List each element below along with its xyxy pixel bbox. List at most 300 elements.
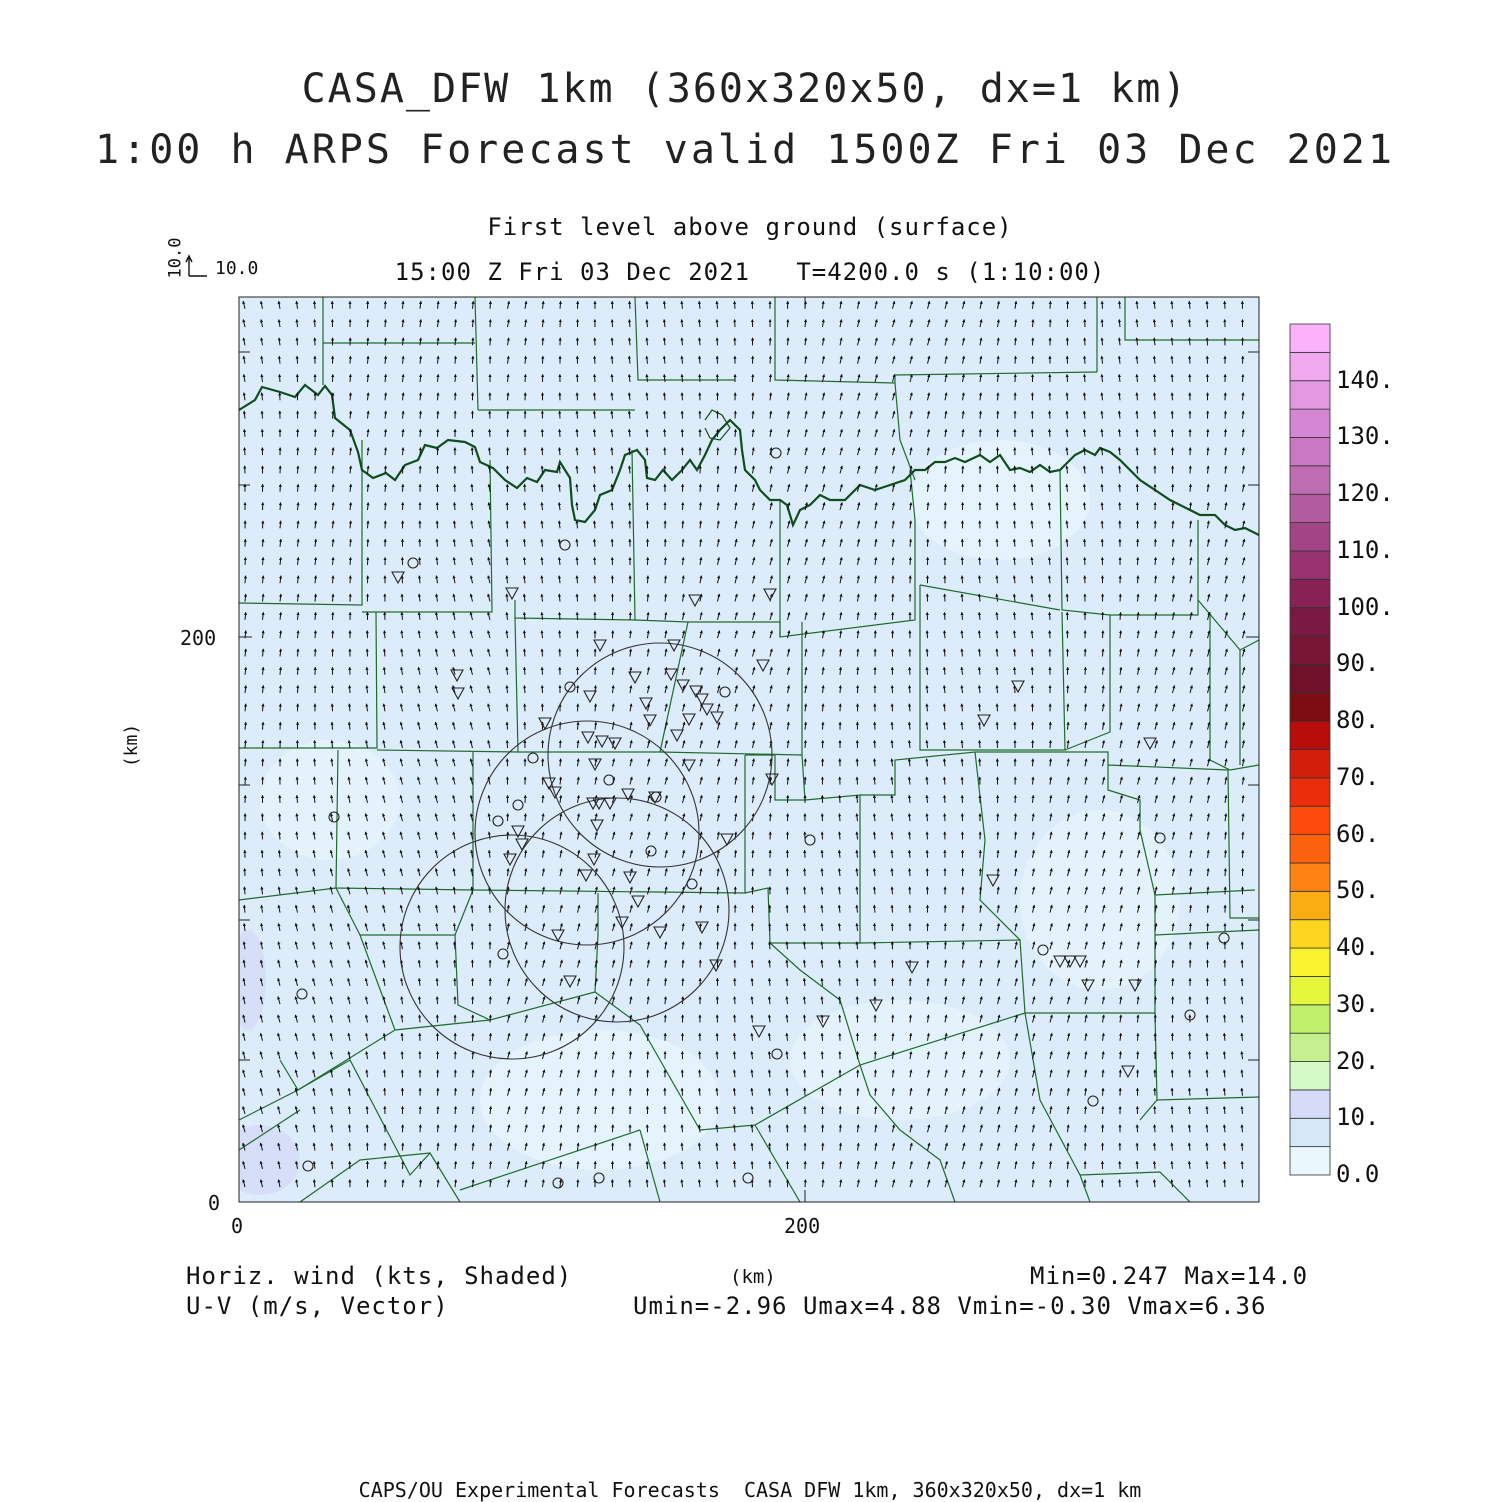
wind-vector — [963, 448, 964, 456]
wind-vector — [315, 448, 316, 456]
wind-vector — [664, 411, 665, 419]
wind-vector — [314, 759, 315, 767]
wind-vector — [629, 301, 630, 309]
wind-vector — [577, 594, 578, 602]
wind-vector — [612, 521, 613, 529]
wind-vector — [315, 631, 316, 639]
wind-vector — [1242, 1161, 1243, 1169]
wind-vector — [385, 503, 386, 511]
wind-vector — [682, 1125, 683, 1133]
wind-vector — [472, 923, 473, 931]
wind-vector — [1208, 448, 1209, 456]
wind-vector — [455, 356, 456, 364]
wind-vector — [718, 905, 719, 913]
wind-vector — [263, 557, 264, 565]
wind-vector — [420, 1161, 421, 1169]
colorbar-swatch — [1290, 721, 1330, 749]
wind-vector — [524, 667, 525, 675]
wind-vector — [577, 393, 578, 401]
wind-vector — [804, 869, 805, 877]
wind-vector — [297, 338, 298, 346]
colorbar-swatch — [1290, 976, 1330, 1004]
wind-vector — [1137, 429, 1138, 437]
wind-vector — [718, 466, 719, 474]
y-tick-200: 200 — [180, 626, 216, 650]
colorbar-swatch — [1290, 437, 1330, 465]
wind-vector — [263, 704, 264, 712]
wind-vector — [472, 466, 473, 474]
chart-title-line1: CASA_DFW 1km (360x320x50, dx=1 km) — [0, 66, 1490, 112]
wind-vector — [944, 631, 945, 639]
wind-vector — [594, 374, 595, 382]
uv-min-max: Umin=-2.96 Umax=4.88 Vmin=-0.30 Vmax=6.36 — [633, 1292, 1266, 1320]
wind-vector — [1173, 521, 1174, 529]
wind-vector — [682, 393, 683, 401]
wind-vector — [648, 594, 649, 602]
wind-vector — [944, 795, 945, 803]
wind-vector — [962, 759, 963, 767]
colorbar-swatch — [1290, 579, 1330, 607]
wind-vector — [438, 411, 439, 419]
shaded-field-description: Horiz. wind (kts, Shaded) — [186, 1262, 572, 1290]
wind-vector — [1067, 557, 1068, 565]
wind-vector — [349, 1143, 350, 1151]
wind-vector — [420, 1143, 421, 1151]
wind-vector — [402, 594, 403, 602]
wind-vector — [1154, 393, 1155, 401]
wind-vector — [1224, 1015, 1225, 1023]
wind-vector — [402, 1033, 403, 1041]
wind-vector — [1067, 393, 1068, 401]
wind-vector — [1137, 448, 1138, 456]
colorbar-label: 0.0 — [1336, 1160, 1379, 1188]
wind-vector — [910, 539, 911, 547]
colorbar-swatch — [1290, 1118, 1330, 1146]
colorbar-swatch — [1290, 891, 1330, 919]
wind-vector — [262, 850, 263, 858]
wind-vector — [647, 466, 648, 474]
wind-vector — [1102, 503, 1103, 511]
wind-vector — [997, 686, 998, 694]
wind-vector — [630, 612, 631, 620]
wind-vector — [699, 1088, 700, 1096]
wind-vector — [769, 1106, 770, 1114]
wind-vector — [664, 1143, 665, 1151]
wind-vector — [629, 503, 630, 511]
wind-vector — [1189, 356, 1190, 364]
wind-vector — [928, 521, 929, 529]
colorbar-swatch — [1290, 778, 1330, 806]
wind-vector — [683, 521, 684, 529]
wind-vector — [490, 1180, 491, 1188]
wind-vector — [909, 686, 910, 694]
wind-vector — [1014, 484, 1015, 492]
wind-vector — [857, 777, 858, 785]
wind-vector — [1067, 576, 1068, 584]
wind-vector — [823, 704, 824, 712]
vector-key-vertical-label: 10.0 — [165, 238, 185, 279]
wind-vector — [665, 557, 666, 565]
wind-vector — [524, 521, 525, 529]
wind-vector — [769, 960, 770, 968]
wind-vector — [997, 704, 998, 712]
wind-vector — [1138, 1033, 1139, 1041]
x-axis-label: (km) — [730, 1266, 776, 1288]
wind-vector — [473, 1033, 474, 1041]
wind-vector — [245, 576, 246, 584]
wind-vector — [700, 484, 701, 492]
wind-vector — [279, 832, 280, 840]
wind-vector — [682, 374, 683, 382]
colorbar-swatch — [1290, 551, 1330, 579]
wind-vector — [1173, 503, 1174, 511]
wind-vector — [874, 942, 875, 950]
wind-vector — [507, 539, 508, 547]
wind-vector — [997, 539, 998, 547]
colorbar-label: 80. — [1336, 706, 1379, 734]
wind-vector — [892, 704, 893, 712]
wind-vector — [595, 1143, 596, 1151]
wind-vector — [612, 356, 613, 364]
wind-vector — [1172, 1088, 1173, 1096]
colorbar-swatch — [1290, 352, 1330, 380]
wind-vector — [699, 356, 700, 364]
wind-vector — [787, 1088, 788, 1096]
wind-vector — [559, 612, 560, 620]
wind-vector — [333, 411, 334, 419]
colorbar-label: 50. — [1336, 876, 1379, 904]
wind-vector — [769, 942, 770, 950]
wind-vector — [892, 905, 893, 913]
wind-vector — [1137, 1143, 1138, 1151]
wind-vector — [910, 997, 911, 1005]
wind-vector — [647, 448, 648, 456]
wind-vector — [1243, 393, 1244, 401]
wind-vector — [1207, 1015, 1208, 1023]
wind-vector — [367, 667, 368, 675]
wind-vector — [1033, 777, 1034, 785]
wind-vector — [403, 448, 404, 456]
wind-vector — [333, 594, 334, 602]
wind-vector — [298, 484, 299, 492]
wind-vector — [403, 466, 404, 474]
footer-credit: CAPS/OU Experimental Forecasts CASA DFW 1km, 360x320x50, dx=1 km — [0, 1478, 1500, 1502]
wind-vector — [1049, 429, 1050, 437]
colorbar-swatch — [1290, 494, 1330, 522]
wind-vector — [315, 612, 316, 620]
wind-vector — [594, 539, 595, 547]
wind-vector — [1050, 740, 1051, 748]
wind-vector — [1154, 1125, 1155, 1133]
wind-vector — [700, 942, 701, 950]
wind-vector — [839, 832, 840, 840]
wind-vector — [1224, 997, 1225, 1005]
colorbar-label: 100. — [1336, 593, 1394, 621]
wind-vector — [1155, 539, 1156, 547]
wind-vector — [1190, 484, 1191, 492]
wind-vector — [752, 978, 753, 986]
colorbar-swatch — [1290, 608, 1330, 636]
wind-vector — [1207, 301, 1208, 309]
wind-vector — [1190, 923, 1191, 931]
colorbar-swatch — [1290, 409, 1330, 437]
wind-vector — [419, 1015, 420, 1023]
wind-vector — [857, 960, 858, 968]
wind-vector — [857, 795, 858, 803]
colorbar-label: 40. — [1336, 933, 1379, 961]
wind-vector — [280, 686, 281, 694]
wind-vector — [787, 923, 788, 931]
wind-vector — [1189, 1052, 1190, 1060]
wind-vector — [822, 832, 823, 840]
wind-vector — [1032, 649, 1033, 657]
wind-vector — [454, 942, 455, 950]
wind-vector — [945, 942, 946, 950]
wind-vector — [332, 1180, 333, 1188]
wind-vector — [349, 686, 350, 694]
wind-vector — [594, 557, 595, 565]
wind-vector — [788, 320, 789, 328]
colorbar-swatch — [1290, 1005, 1330, 1033]
colorbar-swatch — [1290, 693, 1330, 721]
colorbar-label: 10. — [1336, 1103, 1379, 1131]
wind-vector — [682, 1106, 683, 1114]
wind-vector — [734, 301, 735, 309]
colorbar-label: 70. — [1336, 763, 1379, 791]
wind-vector — [875, 612, 876, 620]
colorbar-swatch — [1290, 948, 1330, 976]
wind-vector — [927, 832, 928, 840]
wind-vector — [473, 1052, 474, 1060]
wind-vector — [647, 1180, 648, 1188]
wind-vector — [559, 631, 560, 639]
wind-vector — [314, 301, 315, 309]
wind-vector — [822, 1033, 823, 1041]
wind-vector — [612, 338, 613, 346]
wind-vector — [1102, 320, 1103, 328]
wind-vector — [629, 484, 630, 492]
wind-vector — [630, 631, 631, 639]
wind-vector — [524, 686, 525, 694]
wind-vector — [1015, 795, 1016, 803]
wind-vector — [473, 338, 474, 346]
wind-vector — [717, 338, 718, 346]
colorbar-label: 90. — [1336, 649, 1379, 677]
wind-vector — [1032, 448, 1033, 456]
level-subtitle: First level above ground (surface) — [240, 213, 1260, 241]
wind-vector — [490, 1015, 491, 1023]
wind-vector — [594, 356, 595, 364]
wind-vector — [490, 1033, 491, 1041]
wind-vector — [858, 1088, 859, 1096]
wind-vector — [979, 539, 980, 547]
wind-vector — [630, 1070, 631, 1078]
wind-vector — [1138, 576, 1139, 584]
wind-vector — [699, 1070, 700, 1078]
wind-vector — [403, 1180, 404, 1188]
wind-vector — [822, 850, 823, 858]
wind-vector — [1119, 301, 1120, 309]
wind-vector — [1120, 612, 1121, 620]
wind-vector — [333, 429, 334, 437]
wind-vector — [1014, 667, 1015, 675]
wind-vector — [753, 393, 754, 401]
wind-vector — [664, 429, 665, 437]
wind-vector — [1085, 1125, 1086, 1133]
wind-vector — [1243, 374, 1244, 382]
wind-vector — [438, 1106, 439, 1114]
wind-vector — [244, 429, 245, 437]
wind-vector — [1119, 466, 1120, 474]
wind-vector — [823, 1161, 824, 1169]
wind-vector — [752, 1143, 753, 1151]
wind-vector — [1085, 667, 1086, 675]
wind-vector — [297, 795, 298, 803]
wind-vector — [769, 1125, 770, 1133]
wind-vector — [1207, 320, 1208, 328]
wind-vector — [1049, 594, 1050, 602]
colorbar-swatch — [1290, 806, 1330, 834]
wind-vector — [349, 704, 350, 712]
wind-vector — [945, 484, 946, 492]
colorbar-label: 120. — [1336, 479, 1394, 507]
colorbar-swatch — [1290, 1147, 1330, 1175]
wind-vector — [734, 1180, 735, 1188]
wind-vector — [909, 850, 910, 858]
wind-vector — [980, 429, 981, 437]
wind-vector — [507, 704, 508, 712]
wind-vector — [1173, 960, 1174, 968]
wind-vector — [804, 887, 805, 895]
wind-vector — [455, 374, 456, 382]
vector-field-description: U-V (m/s, Vector) — [186, 1292, 449, 1320]
wind-vector — [560, 759, 561, 767]
wind-vector — [944, 612, 945, 620]
wind-vector — [402, 1052, 403, 1060]
wind-vector — [578, 1161, 579, 1169]
wind-vector — [473, 320, 474, 328]
wind-vector — [1084, 521, 1085, 529]
wind-vector — [490, 301, 491, 309]
wind-vector — [1243, 832, 1244, 840]
colorbar-swatch — [1290, 664, 1330, 692]
wind-vector — [1119, 484, 1120, 492]
wind-vector — [559, 429, 560, 437]
wind-vector — [787, 905, 788, 913]
wind-vector — [368, 338, 369, 346]
wind-vector — [1154, 411, 1155, 419]
wind-vector — [927, 649, 928, 657]
wind-vector — [735, 869, 736, 877]
wind-vector — [437, 978, 438, 986]
wind-vector — [1242, 960, 1243, 968]
wind-vector — [559, 448, 560, 456]
colorbar-swatch — [1290, 750, 1330, 778]
colorbar-swatch — [1290, 920, 1330, 948]
wind-vector — [385, 320, 386, 328]
wind-vector — [595, 1125, 596, 1133]
wind-vector — [384, 631, 385, 639]
wind-vector — [1084, 539, 1085, 547]
wind-vector — [893, 1033, 894, 1041]
wind-vector — [1155, 997, 1156, 1005]
wind-vector — [280, 521, 281, 529]
wind-vector — [648, 1033, 649, 1041]
wind-vector — [489, 429, 490, 437]
wind-vector — [612, 503, 613, 511]
wind-vector — [1242, 978, 1243, 986]
wind-vector — [998, 832, 999, 840]
wind-vector — [507, 722, 508, 730]
wind-vector — [438, 1125, 439, 1133]
wind-vector — [455, 1088, 456, 1096]
wind-vector — [735, 429, 736, 437]
wind-vector — [298, 667, 299, 675]
y-axis-label: (km) — [121, 724, 142, 767]
wind-vector — [1189, 338, 1190, 346]
wind-vector — [1242, 1143, 1243, 1151]
wind-vector — [315, 429, 316, 437]
wind-vector — [823, 722, 824, 730]
wind-vector — [245, 740, 246, 748]
wind-vector — [647, 1161, 648, 1169]
wind-vector — [577, 411, 578, 419]
wind-vector — [804, 1052, 805, 1060]
wind-vector — [700, 503, 701, 511]
x-tick-200: 200 — [784, 1214, 820, 1238]
wind-vector — [717, 320, 718, 328]
wind-vector — [804, 1070, 805, 1078]
wind-vector — [350, 557, 351, 565]
wind-vector — [910, 557, 911, 565]
wind-vector — [893, 576, 894, 584]
wind-vector — [1225, 411, 1226, 419]
wind-vector — [542, 466, 543, 474]
wind-vector — [507, 521, 508, 529]
wind-vector — [525, 814, 526, 822]
wind-vector — [927, 667, 928, 675]
wind-vector — [438, 393, 439, 401]
wind-vector — [279, 374, 280, 382]
wind-vector — [263, 539, 264, 547]
wind-vector — [962, 576, 963, 584]
wind-vector — [613, 1106, 614, 1114]
colorbar-swatch — [1290, 324, 1330, 352]
wind-vector — [524, 503, 525, 511]
wind-vector — [1068, 704, 1069, 712]
wind-vector — [472, 905, 473, 913]
wind-vector — [1103, 1088, 1104, 1096]
wind-vector — [1137, 1161, 1138, 1169]
wind-vector — [962, 594, 963, 602]
wind-vector — [874, 759, 875, 767]
wind-vector — [1172, 393, 1173, 401]
wind-vector — [840, 1125, 841, 1133]
wind-vector — [420, 429, 421, 437]
wind-vector — [543, 338, 544, 346]
wind-vector — [787, 1106, 788, 1114]
colorbar-swatch — [1290, 1062, 1330, 1090]
colorbar-swatch — [1290, 835, 1330, 863]
wind-vector — [979, 722, 980, 730]
wind-vector — [368, 539, 369, 547]
wind-vector — [244, 448, 245, 456]
wind-vector — [998, 393, 999, 401]
wind-vector — [578, 722, 579, 730]
colorbar-label: 140. — [1336, 366, 1394, 394]
wind-vector — [280, 503, 281, 511]
colorbar-swatch — [1290, 863, 1330, 891]
